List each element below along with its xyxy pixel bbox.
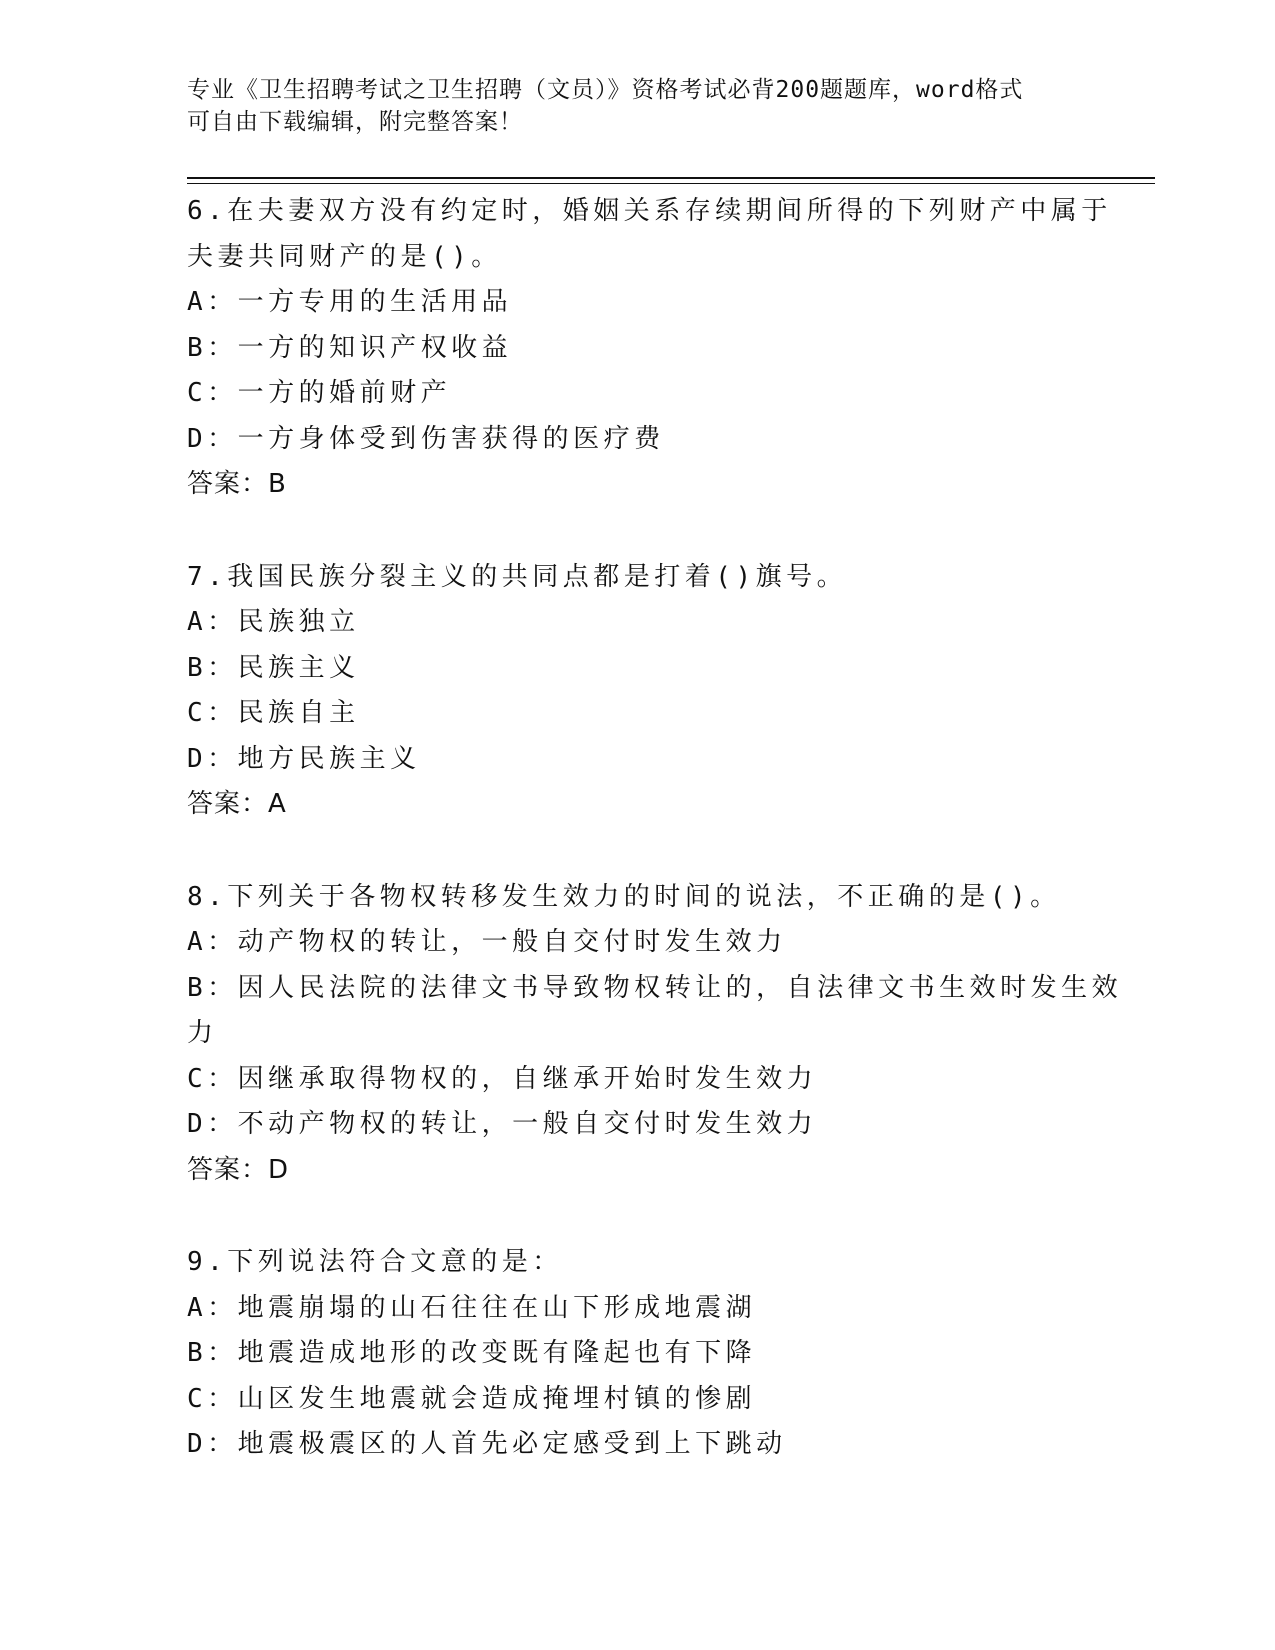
- question-stem: 7.我国民族分裂主义的共同点都是打着()旗号。: [187, 561, 848, 592]
- option-c: C：因继承取得物权的，自继承开始时发生效力: [187, 1063, 818, 1094]
- question-7: [187, 555, 1087, 828]
- option-b: B：地震造成地形的改变既有隆起也有下降: [187, 1338, 757, 1368]
- option-c: C：一方的婚前财产: [187, 378, 452, 408]
- answer: 答案：A: [187, 789, 287, 819]
- option-b: B：民族主义: [187, 652, 360, 683]
- question-6: [187, 189, 1112, 508]
- option-a: A：民族独立: [187, 607, 360, 637]
- option-b: B：因人民法院的法律文书导致物权转让的，自法律文书生效时发生效: [187, 972, 1123, 1003]
- option-d: D：地震极震区的人首先必定感受到上下跳动: [187, 1429, 787, 1459]
- answer: 答案：D: [187, 1154, 290, 1185]
- option-c: C：山区发生地震就会造成掩埋村镇的惨剧: [187, 1383, 757, 1414]
- option-c: C：民族自主: [187, 698, 360, 728]
- question-list: [187, 189, 1123, 1515]
- header-line-2: 可自由下载编辑，附完整答案！: [187, 109, 523, 135]
- document-header: [187, 74, 1087, 138]
- question-stem: 夫妻共同财产的是()。: [187, 241, 502, 272]
- question-stem: 9.下列说法符合文意的是：: [187, 1247, 563, 1277]
- question-stem: 6.在夫妻双方没有约定时，婚姻关系存续期间所得的下列财产中属于: [187, 196, 1112, 226]
- option-b: B：一方的知识产权收益: [187, 332, 513, 363]
- option-d: D：地方民族主义: [187, 743, 421, 774]
- question-9: [187, 1240, 1087, 1468]
- question-stem: 8.下列关于各物权转移发生效力的时间的说法，不正确的是()。: [187, 881, 1061, 912]
- header-rule-thick: [187, 177, 1155, 179]
- option-a: A：动产物权的转让，一般自交付时发生效力: [187, 927, 787, 957]
- option-b-continued: 力: [187, 1018, 218, 1048]
- option-d: D：不动产物权的转让，一般自交付时发生效力: [187, 1109, 818, 1139]
- header-rule-thin: [187, 183, 1155, 184]
- option-a: A：一方专用的生活用品: [187, 287, 513, 317]
- question-8: [187, 875, 1123, 1194]
- header-line-1: 专业《卫生招聘考试之卫生招聘（文员）》资格考试必背200题题库，word格式: [187, 77, 1024, 103]
- option-a: A：地震崩塌的山石往往在山下形成地震湖: [187, 1292, 757, 1323]
- option-d: D：一方身体受到伤害获得的医疗费: [187, 423, 665, 454]
- answer: 答案：B: [187, 469, 287, 499]
